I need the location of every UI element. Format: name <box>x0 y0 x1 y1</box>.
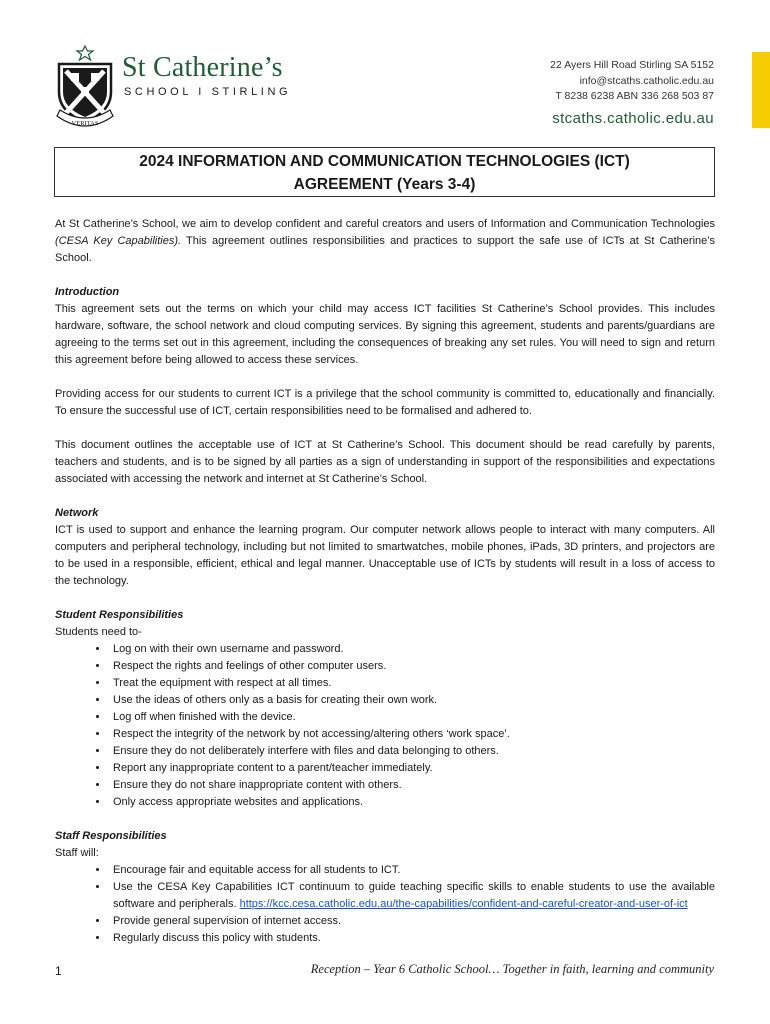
title-line-2: AGREEMENT (Years 3-4) <box>293 176 476 193</box>
list-item: • Respect the rights and feelings of other computer users. <box>109 658 715 675</box>
list-item: • Ensure they do not deliberately interfere with files and data belonging to others. <box>109 743 715 760</box>
staff-lead: Staff will: <box>55 847 99 859</box>
list-item: • Respect the integrity of the network by not accessing/altering others ‘work space’. <box>109 726 715 743</box>
school-name: St Catherine’s <box>122 52 283 83</box>
contact-block <box>550 58 714 128</box>
list-item: • Use the ideas of others only as a basis for creating their own work. <box>109 692 715 709</box>
staff-responsibilities-list <box>55 862 715 947</box>
list-item: • Log on with their own username and password. <box>109 641 715 658</box>
introduction-paragraph-2: Providing access for our students to current ICT is a privilege that the school community is committed to, educationally and financially. To ensure the successful use of ICT, certain responsibilities need to be formalised and adhered to. <box>55 388 715 417</box>
student-responsibilities-heading: Student Responsibilities <box>55 609 184 621</box>
list-item: • Treat the equipment with respect at all times. <box>109 675 715 692</box>
student-responsibilities-list <box>55 641 715 811</box>
list-item: • Only access appropriate websites and applications. <box>109 794 715 811</box>
page-number: 1 <box>55 964 62 978</box>
school-email[interactable]: info@stcaths.catholic.edu.au <box>579 74 714 87</box>
staff-responsibilities-heading: Staff Responsibilities <box>55 830 167 842</box>
school-address: 22 Ayers Hill Road Stirling SA 5152 <box>550 59 714 71</box>
network-paragraph: ICT is used to support and enhance the learning program. Our computer network allows people to interact with many computers. All computers and peripheral technology, including but not limited to smartwatches, mobile phones, iPads, 3D printers, and projectors are to be used in a responsible, efficient, ethical and legal manner. Unacceptable use of ICTs by students will result in a loss of access to the technology. <box>55 524 715 587</box>
list-item: • Encourage fair and equitable access for all students to ICT. <box>109 862 715 879</box>
introduction-paragraph-1: This agreement sets out the terms on which your child may access ICT facilities St Catherine’s School provides. This includes hardware, software, the school network and cloud computing services. By signing this agreement, students and parents/guardians are agreeing to the terms set out in this agreement, including the consequences of breaking any set rules. You will need to sign and return this agreement before being allowed to access these services. <box>55 303 715 366</box>
list-item: • Log off when finished with the device. <box>109 709 715 726</box>
title-line-1: 2024 INFORMATION AND COMMUNICATION TECHNOLOGIES (ICT) <box>139 153 630 170</box>
introduction-heading: Introduction <box>55 286 120 298</box>
svg-text:VERITAS: VERITAS <box>71 120 99 127</box>
document-body <box>55 216 715 947</box>
yellow-accent-bar <box>752 52 770 128</box>
student-lead: Students need to- <box>55 626 142 638</box>
list-item: • Regularly discuss this policy with students. <box>109 930 715 947</box>
introduction-paragraph-3: This document outlines the acceptable use of ICT at St Catherine’s School. This document should be read carefully by parents, teachers and students, and is to be signed by all parties as a sign of understanding in support of the responsibilities and expectations associated with accessing the network and internet at St Catherine’s School. <box>55 439 715 485</box>
cesa-capabilities-link[interactable]: https://kcc.cesa.catholic.edu.au/the-capabilities/confident-and-careful-creator-and-user-of-ict <box>239 898 688 910</box>
list-item: • Report any inappropriate content to a parent/teacher immediately. <box>109 760 715 777</box>
list-item: • Use the CESA Key Capabilities ICT continuum to guide teaching specific skills to enable students to use the available software and peripherals. https://kcc.cesa.catholic.edu.au/the-capabilities/confident-and-careful-creator-and-user-of-ict <box>109 879 715 913</box>
school-crest-icon <box>54 44 116 130</box>
school-phone-abn: T 8238 6238 ABN 336 268 503 87 <box>555 90 714 102</box>
intro-paragraph: At St Catherine’s School, we aim to develop confident and careful creators and users of Information and Communication Technologies (CESA Key Capabilities). This agreement outlines responsibilities and practices to support the safe use of ICTs at St Catherine’s School. <box>55 218 715 264</box>
network-heading: Network <box>55 507 99 519</box>
school-website[interactable]: stcaths.catholic.edu.au <box>552 109 714 127</box>
footer-tagline: Reception – Year 6 Catholic School… Together in faith, learning and community <box>310 962 714 976</box>
school-subtitle: SCHOOL I STIRLING <box>124 86 292 98</box>
list-item: • Ensure they do not share inappropriate content with others. <box>109 777 715 794</box>
list-item: • Provide general supervision of internet access. <box>109 913 715 930</box>
document-title <box>54 147 715 197</box>
